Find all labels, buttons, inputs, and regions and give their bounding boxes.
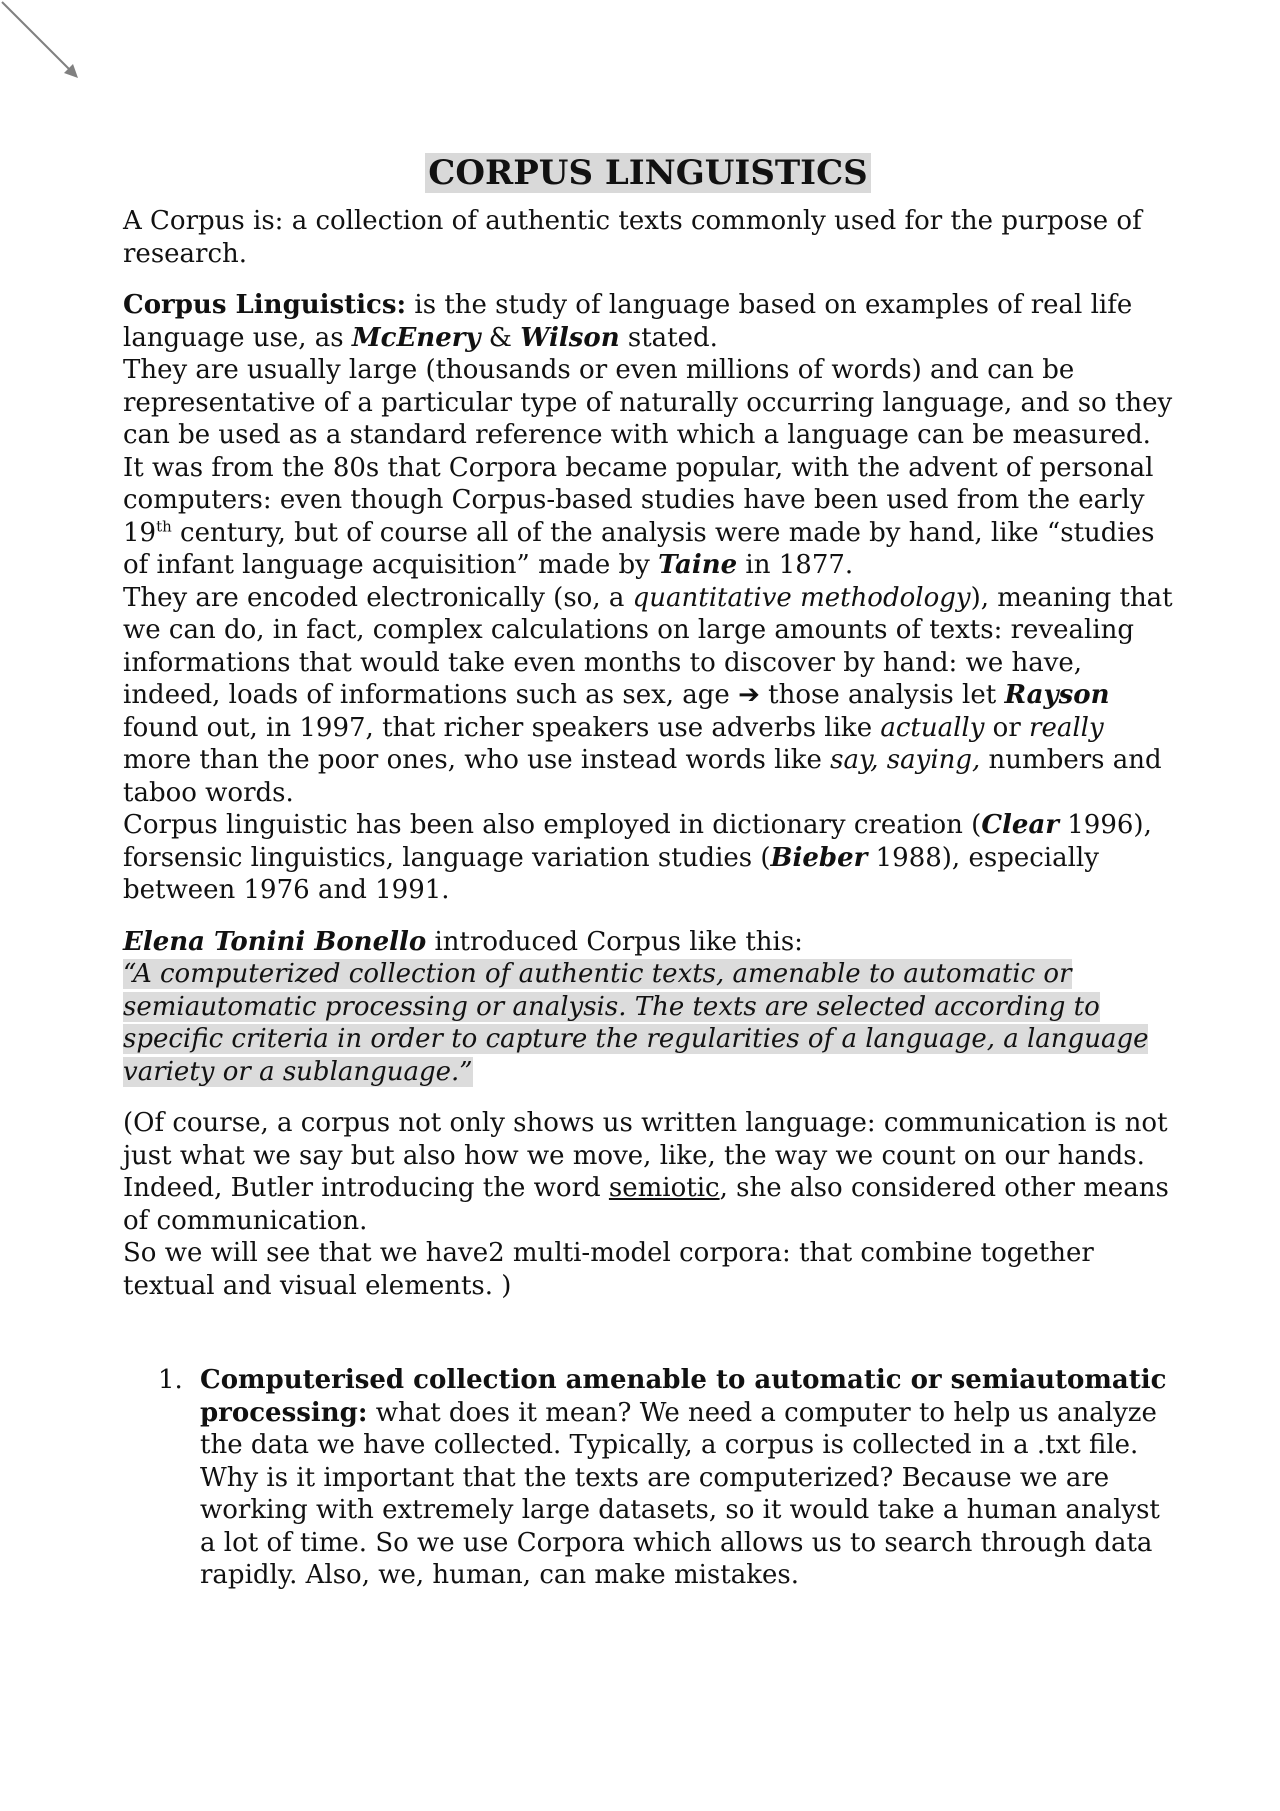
p5-text-d: found out, in 1997, that richer speakers use adverbs like (123, 712, 881, 743)
p5-text-a: They are encoded electronically (so, a (123, 582, 633, 613)
p8-text-b: , she also considered other means of communication. (123, 1173, 1169, 1236)
paragraph-applications (123, 809, 1173, 907)
list-item-heading: Computerised collection amenable to automatic or semiautomatic processing: (200, 1365, 1167, 1428)
p8-text-a: (Of course, a corpus not only shows us written language: communication is not just what we say but also how we move, like, the way we count on our hands. Indeed, Butler introducing the word (123, 1108, 1168, 1203)
p2-amp: & (480, 322, 521, 353)
author-clear: Clear (981, 810, 1059, 840)
author-taine: Taine (658, 550, 738, 580)
word-actually: actually (880, 712, 985, 743)
paragraph-bonello (123, 926, 1173, 1089)
list-item-text: what does it mean? We need a computer to help us analyze the data we have collected. Typically, a corpus is collected in a .txt file. Why is it important that the texts are computerized? Because we are working with extremely large datasets, so it would take a human analyst a lot of time. So we use Corpora which allows us to search through data rapidly. Also, we, human, can make mistakes. (200, 1397, 1160, 1590)
p5-text-c: those analysis let (759, 680, 1005, 710)
p2-text-b: stated. (619, 322, 718, 353)
numbered-list (123, 1364, 1173, 1592)
term-semiotic: semiotic (608, 1173, 720, 1203)
paragraph-history (123, 452, 1173, 582)
p5-text-g: numbers and taboo words. (123, 745, 1162, 808)
paragraph-corpus-linguistics (123, 289, 1173, 354)
title-text: CORPUS LINGUISTICS (425, 153, 870, 193)
author-bieber: Bieber (770, 842, 868, 873)
p6-text-b: 1996), forsensic linguistics, language variation studies ( (123, 810, 1152, 873)
p6-text-a: Corpus linguistic has been also employed in dictionary creation ( (123, 810, 982, 840)
p4-text-b: century, but of course all of the analysis were made by hand, like “studies of infant language acquisition” made by (123, 517, 1155, 580)
paragraph-semiotic (123, 1107, 1173, 1237)
paragraph-size: They are usually large (thousands or even millions of words) and can be representative of a particular type of naturally occurring language, and so they can be used as a standard reference with which a language can be measured. (123, 355, 1173, 450)
p2-text-a: is the study of language based on examples of real life language use, as (123, 290, 1133, 353)
p5-text-f: more than the poor ones, who use instead words like (123, 745, 831, 775)
list-item-number: 1. (158, 1365, 183, 1395)
document-body (123, 151, 1173, 1592)
highlighted-quote: “A computerized collection of authentic texts, amenable to automatic or semiautomatic processing or analysis. The texts are selected according to specific criteria in order to capture the regularities of a language, a language variety or a sublanguage.” (123, 959, 1149, 1087)
p4-superscript: th (156, 516, 172, 535)
author-mcenery: McEnery (351, 322, 481, 353)
p4-text-c: in 1877. (737, 550, 854, 580)
paragraph-definition: A Corpus is: a collection of authentic texts commonly used for the purpose of research. (123, 206, 1142, 269)
paragraph-encoding (123, 582, 1173, 810)
paragraph-multimodal: So we will see that we have2 multi-model corpora: that combine together textual and visual elements. ) (123, 1238, 1094, 1301)
diagonal-arrow-icon (0, 0, 90, 90)
p4-text-a: It was from the 80s that Corpora became popular, with the advent of personal computers: even though Corpus-based studies have been used from the early 19 (123, 452, 1154, 548)
page-title (123, 151, 1173, 195)
author-bonello: Elena Tonini Bonello (123, 926, 427, 957)
author-rayson: Rayson (1004, 680, 1110, 710)
p5-text-e: or (984, 712, 1030, 743)
p7-text: introduced Corpus like this: (426, 926, 803, 957)
right-arrow-icon: ➔ (738, 680, 760, 710)
word-say-saying: say, saying, (830, 745, 981, 775)
p6-text-c: 1988), especially between 1976 and 1991. (123, 842, 1099, 905)
word-really: really (1029, 712, 1104, 743)
term-corpus-linguistics: Corpus Linguistics: (123, 290, 407, 320)
author-wilson: Wilson (520, 322, 620, 353)
list-item (123, 1364, 1173, 1592)
term-quantitative-methodology: quantitative methodology (632, 582, 971, 613)
p5-text-b: ), meaning that we can do, in fact, complex calculations on large amounts of texts: revealing informations that would take even months to discover by hand: we have, indeed, loads of informations such as sex, age (123, 582, 1173, 710)
